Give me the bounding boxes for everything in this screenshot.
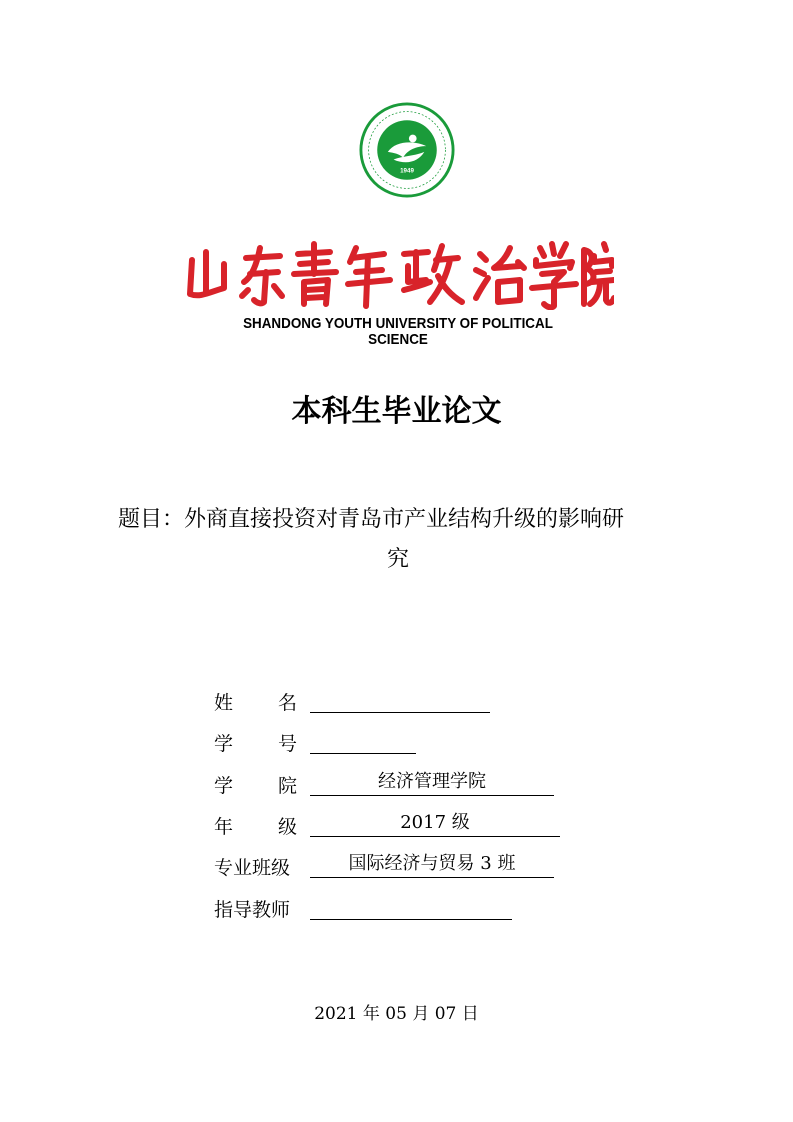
student-name-field[interactable] (310, 688, 490, 713)
thesis-topic (118, 500, 678, 580)
thesis-topic-line-2: 究 (386, 547, 409, 572)
university-seal-logo (359, 102, 455, 198)
thesis-cover-page: 1949 SHANDONG YOUTH UNIVERSITY OF POLITICAL SCIENCE 本科生毕业论文 题目：外商直接投资对青岛市产业结构升级的影响研 究 姓 名 学 号 学 院 经济管理学院 年 级 2017 级 专业班级 国际经济与贸易 3 班 指导教师 2021 年 05 月 07 日 (0, 0, 793, 1122)
document-title: 本科生毕业论文 (291, 394, 502, 429)
university-calligraphy-logo (180, 238, 614, 310)
thesis-topic-line-1: 题目：外商直接投资对青岛市产业结构升级的影响研 (118, 507, 625, 532)
submission-date: 2021 年 05 月 07 日 (314, 1004, 479, 1024)
college-field[interactable]: 经济管理学院 (310, 771, 554, 796)
major-class-field[interactable]: 国际经济与贸易 3 班 (310, 853, 554, 878)
student-id-field[interactable] (310, 729, 416, 754)
advisor-label: 指导教师 (214, 899, 291, 921)
university-english-name: SHANDONG YOUTH UNIVERSITY OF POLITICAL SCIENCE (243, 316, 553, 348)
grade-field[interactable]: 2017 级 (310, 812, 560, 837)
major-class-label: 专业班级 (214, 857, 291, 879)
advisor-field[interactable] (310, 895, 512, 920)
svg-text:1949: 1949 (400, 167, 414, 175)
